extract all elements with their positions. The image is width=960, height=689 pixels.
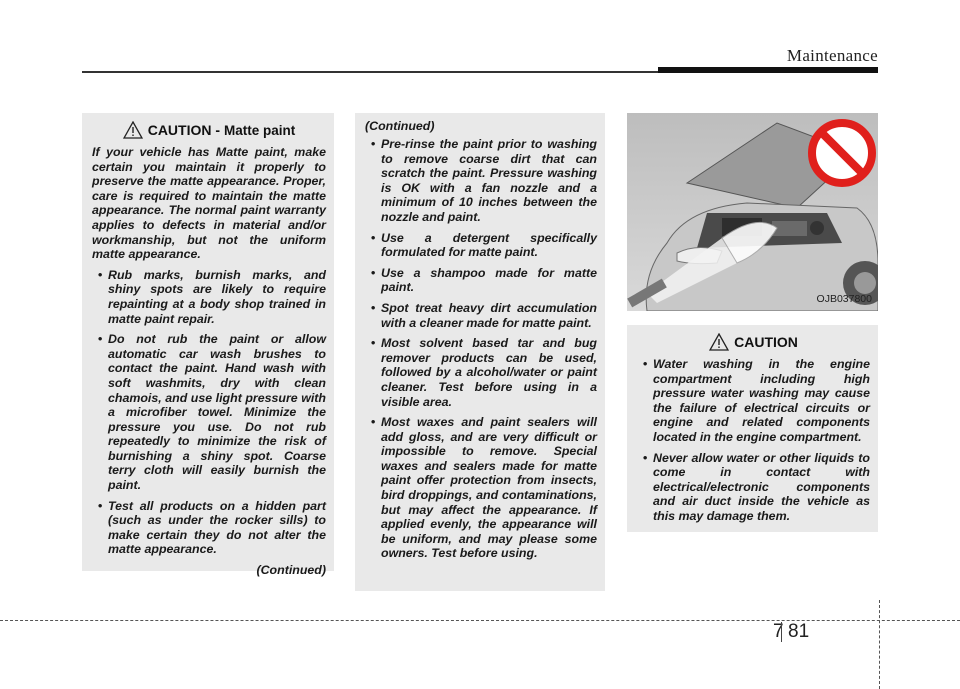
list-item: • Pre-rinse the paint prior to washing to remove coarse dirt that can scratch the paint. Pressure washing is OK with a fan nozzle and a minimum of 10 inches between the nozzle and paint. [365, 137, 597, 225]
footer-vertical-rule [879, 600, 880, 689]
caution-engine-heading [637, 333, 870, 351]
caution-label: CAUTION - [147, 122, 221, 138]
caution-label: CAUTION [734, 334, 798, 350]
caution-matte-heading [92, 121, 326, 139]
list-item: • Most solvent based tar and bug remover products can be used, followed by a alcohol/water or paint cleaner. Test before using in a visible area. [365, 336, 597, 409]
caution-subtitle: Matte paint [224, 122, 296, 138]
caution-matte-list [92, 268, 326, 557]
list-item: • Do not rub the paint or allow automatic car wash brushes to contact the paint. Hand wash with soft washmits, dry with clean chamois, and use light pressure with a microfiber towel. Minimize the pressure you use. Do not rub repeatedly to minimize the risk of burnishing a shiny spot. Coarse terry cloth will easily burnish the paint. [92, 332, 326, 493]
list-item: • Use a shampoo made for matte paint. [365, 266, 597, 295]
list-item: • Never allow water or other liquids to come in contact with electrical/electronic components and air duct inside the vehicle as this may damage them. [637, 451, 870, 524]
header-rule-thick [658, 67, 878, 73]
warning-triangle-icon [709, 333, 729, 351]
continued-label: (Continued) [365, 119, 435, 133]
engine-wash-illustration [627, 113, 878, 311]
list-item: • Rub marks, burnish marks, and shiny spots are likely to require repainting at a body shop trained in matte paint repair. [92, 268, 326, 326]
caution-matte-panel [82, 113, 334, 578]
caution-continued-list [365, 137, 597, 561]
car-engine-image [627, 113, 878, 311]
list-item: • Spot treat heavy dirt accumulation with a cleaner made for matte paint. [365, 301, 597, 330]
section-title: Maintenance [786, 46, 878, 65]
continued-label: (Continued) [256, 563, 326, 578]
caution-continued-panel [355, 113, 605, 591]
page-number: 81 [788, 621, 810, 642]
warning-triangle-icon [123, 121, 143, 139]
chapter-number: 7 [773, 621, 784, 642]
header-rule [82, 71, 658, 73]
list-item: • Water washing in the engine compartment including high pressure water washing may cause the failure of electrical circuits or engine and related components located in the engine compartment. [637, 357, 870, 445]
figure-code: OJB037800 [816, 293, 872, 305]
caution-matte-intro: If your vehicle has Matte paint, make certain you maintain it properly to preserve the matte appearance. Proper, care is required to maintain the matte appearance. The normal paint warranty applies to defects in material and/or workmanship, but not the uniform matte appearance. [92, 145, 326, 262]
caution-engine-panel [627, 325, 878, 532]
list-item: • Most waxes and paint sealers will add gloss, and are very difficult or impossible to remove. Special waxes and sealers made for matte paint offer protection from insects, bird droppings, and contaminations, but may affect the appearance. If applied evenly, the appearance will be uniform, and may please some owners. Test before using. [365, 415, 597, 561]
list-item: • Test all products on a hidden part (such as under the rocker sills) to make certain they do not alter the matte appearance. [92, 499, 326, 557]
list-item: • Use a detergent specifically formulated for matte paint. [365, 231, 597, 260]
caution-engine-list [637, 357, 870, 524]
